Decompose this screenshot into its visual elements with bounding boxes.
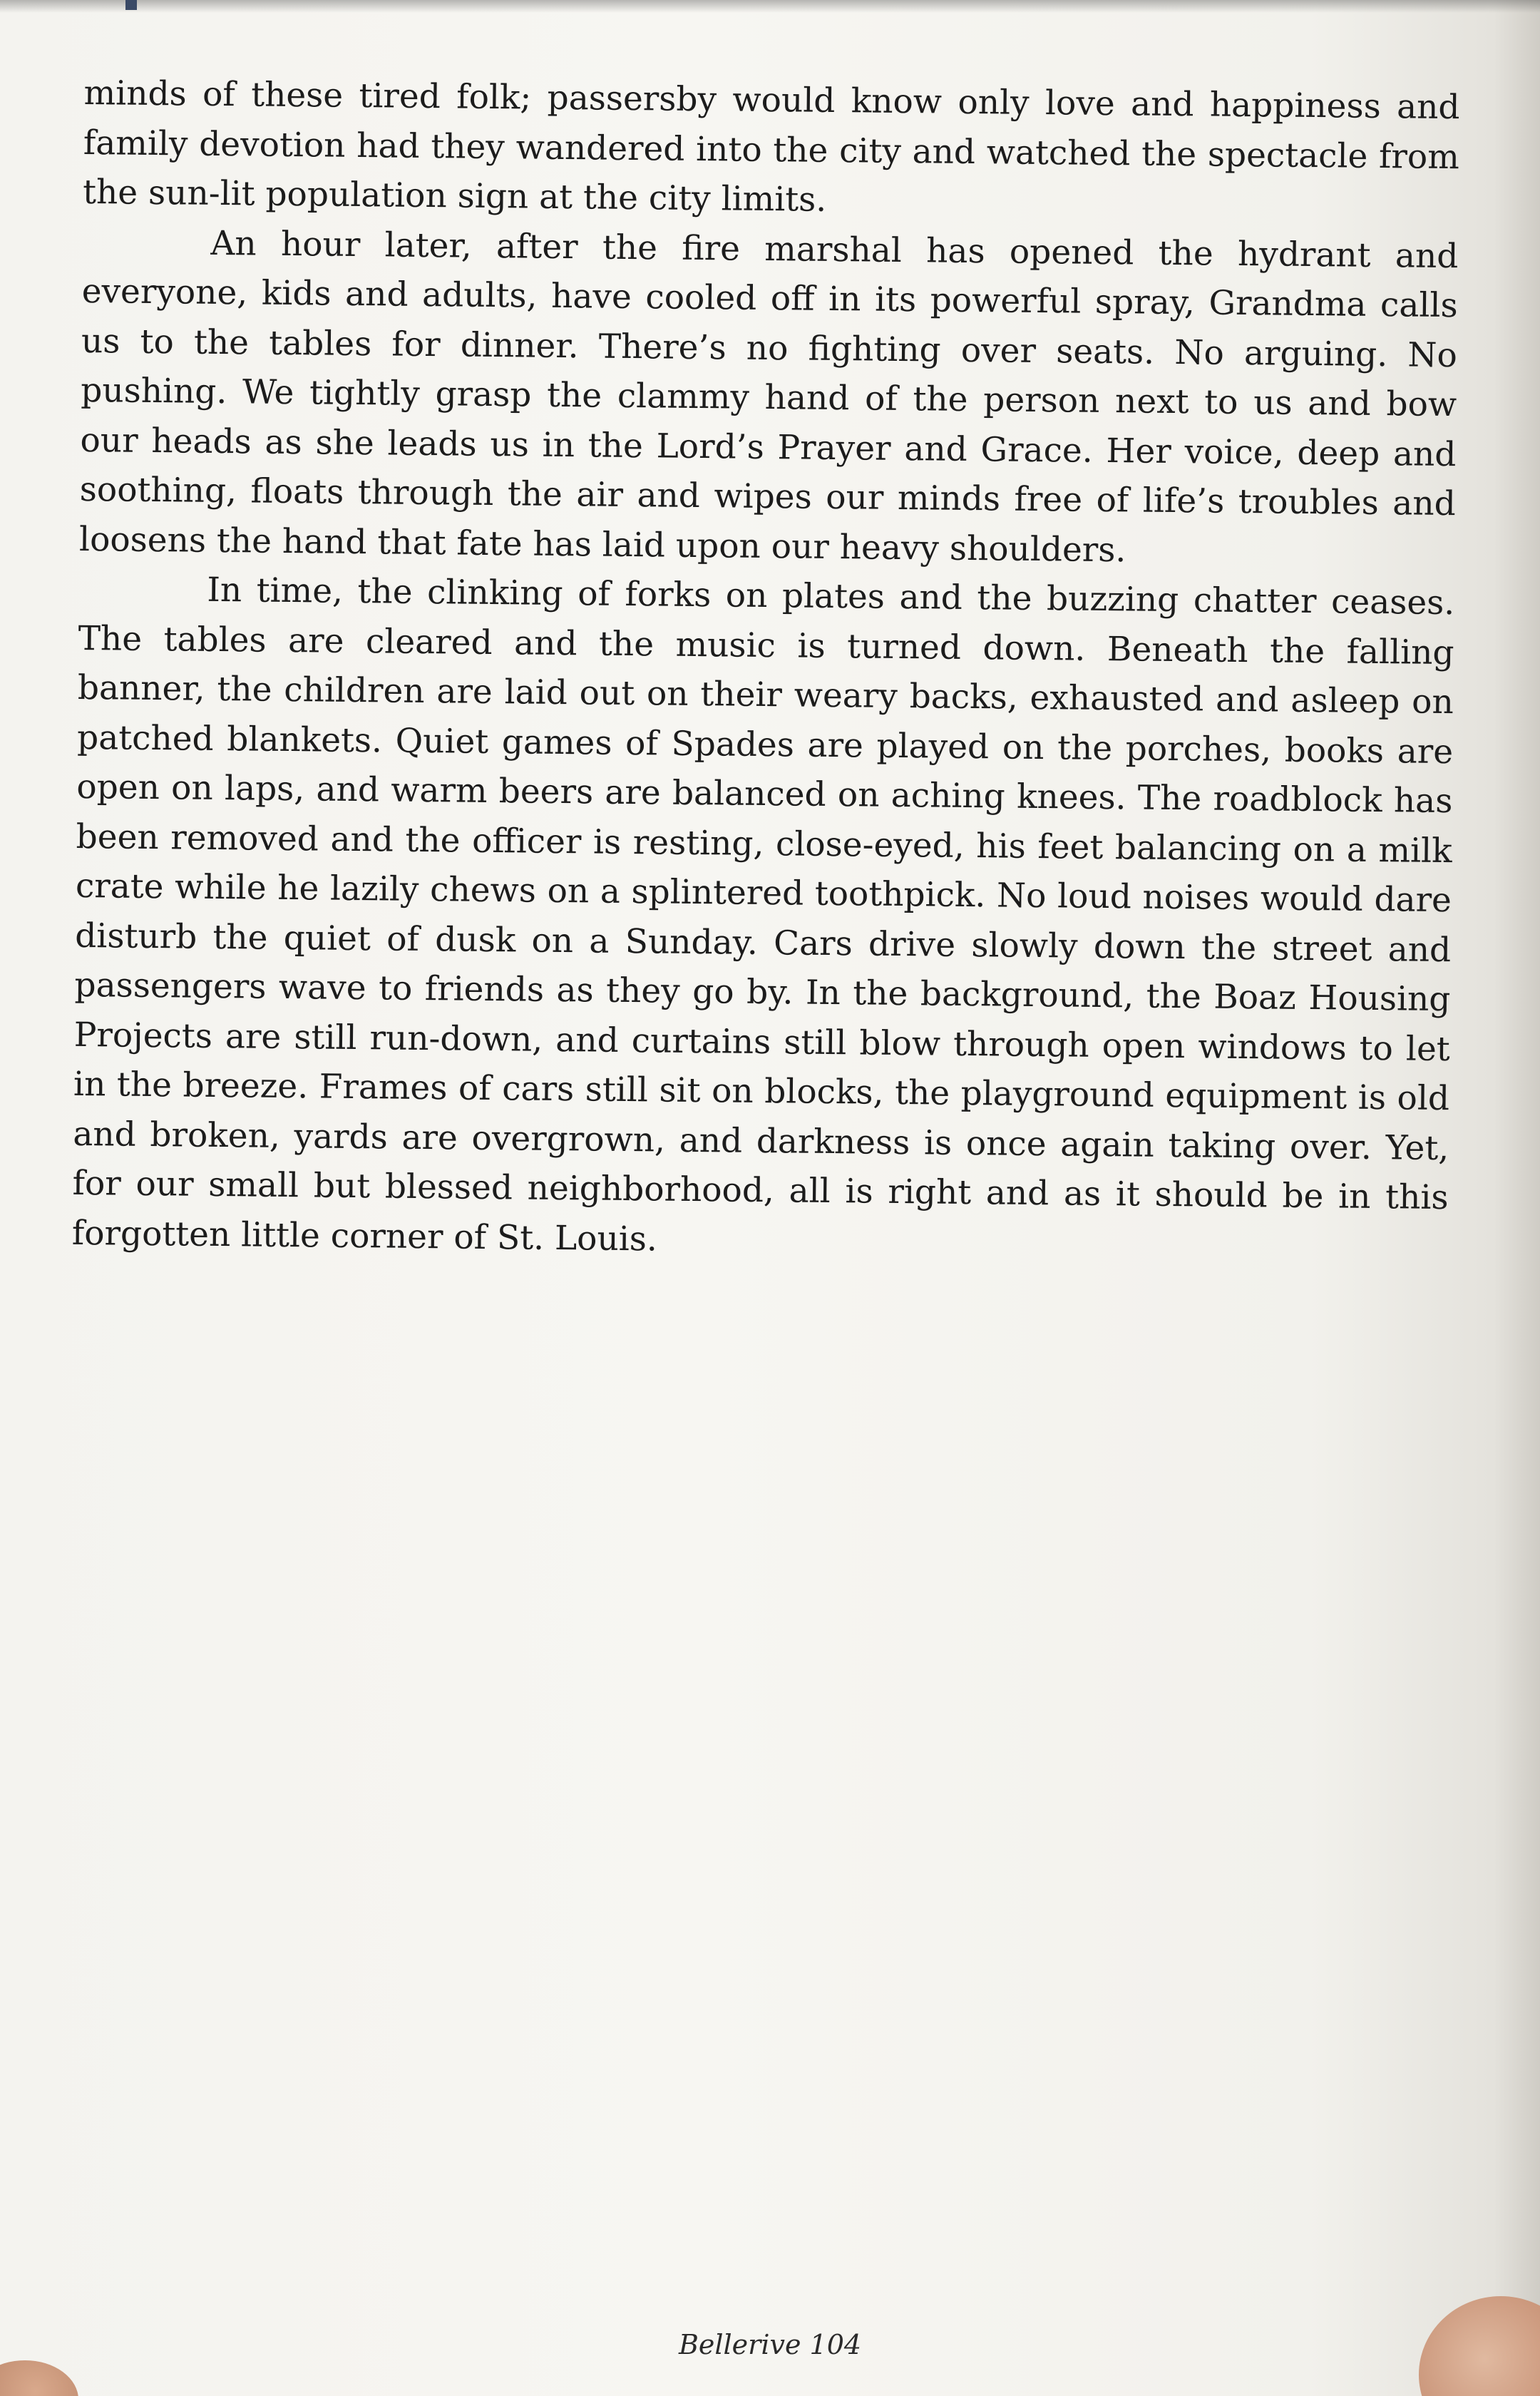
thumb-right: [1419, 2296, 1540, 2396]
page-top-shadow: [0, 0, 1540, 13]
body-text: [72, 68, 1460, 1272]
paragraph-hydrant-dinner: An hour later, after the fire marshal has opened the hydrant and everyone, kids and adults, have cooled off in its powerful spray, Grandma calls us to the tables for dinner. There’s no fighting over seats. No arguing. No pushing. We tightly grasp the clammy hand of the person next to us and bow our heads as she leads us in the Lord’s Prayer and Grace. Her voice, deep and soothing, floats through the air and wipes our minds free of life’s troubles and loosens the hand that fate has laid upon our heavy shoulders.: [78, 223, 1459, 570]
binding-mark: [125, 0, 137, 10]
finger-left: [0, 2360, 78, 2396]
page-footer: Bellerive 104: [678, 2329, 862, 2360]
paragraph-dusk: In time, the clinking of forks on plates and the buzzing chatter ceases. The tables are cleared and the music is turned down. Beneath the falling banner, the children are laid out on their weary backs, exhausted and asleep on patched blankets. Quiet games of Spades are played on the porches, books are open on laps, and warm beers are balanced on aching knees. The roadblock has been removed and the officer is resting, close-eyed, his feet balancing on a milk crate while he lazily chews on a splintered toothpick. No loud noises would dare disturb the quiet of dusk on a Sunday. Cars drive slowly down the street and passengers wave to friends as they go by. In the background, the Boaz Housing Projects are still run-down, and curtains still blow through open windows to let in the breeze. Frames of cars still sit on blocks, the playground equipment is old and broken, yards are overgrown, and darkness is once again taking over. Yet, for our small but blessed neighborhood, all is right and as it should be in this forgotten little corner of St. Louis.: [71, 570, 1455, 1259]
paragraph-continued: minds of these tired folk; passersby would know only love and happiness and family devotion had they wandered into the city and watched the spectacle from the sun-lit population sign at the city limits.: [82, 73, 1460, 220]
